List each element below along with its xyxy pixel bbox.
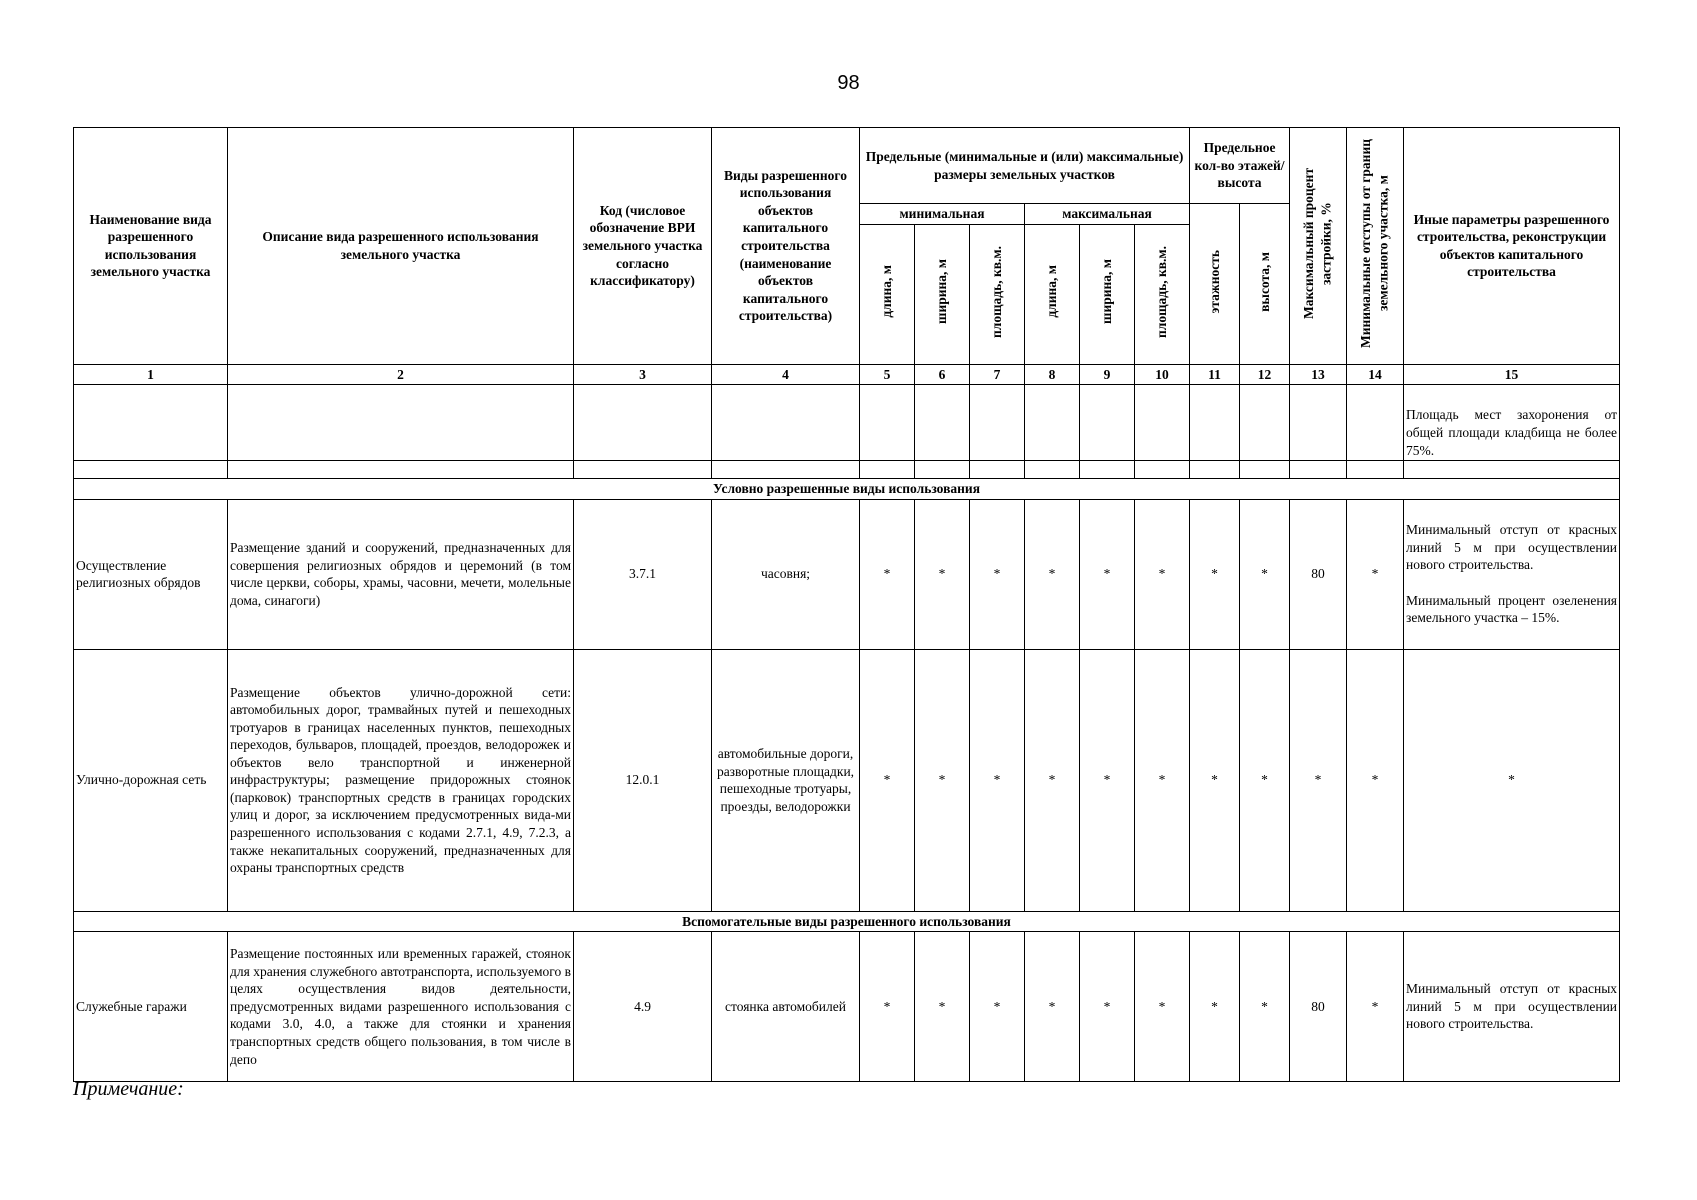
table-row bbox=[74, 499, 1620, 649]
header-col14 bbox=[1347, 128, 1404, 365]
header-limits-group: Предельные (минимальные и (или) максимальные) размеры земельных участков bbox=[860, 128, 1190, 204]
header-col9-label: ширина, м bbox=[1099, 259, 1115, 325]
row-other-param-setback: Минимальный отступ от красных линий 5 м при осуществлении нового строительства. bbox=[1406, 981, 1618, 1032]
row-other-param-setback: Минимальный отступ от красных линий 5 м при осуществлении нового строительства. bbox=[1406, 522, 1618, 573]
header-col10 bbox=[1135, 224, 1190, 364]
row-value: * bbox=[1080, 649, 1135, 911]
header-col2: Описание вида разрешенного использования земельного участка bbox=[228, 128, 574, 365]
header-col6-label: ширина, м bbox=[934, 259, 950, 325]
empty-cell bbox=[915, 385, 970, 461]
empty-cell bbox=[1290, 461, 1347, 479]
row-value: * bbox=[970, 499, 1025, 649]
header-col8-label: длина, м bbox=[1044, 265, 1060, 319]
row-value: * bbox=[1135, 932, 1190, 1082]
empty-cell bbox=[574, 385, 712, 461]
empty-cell bbox=[1080, 461, 1135, 479]
row-value: * bbox=[1025, 932, 1080, 1082]
empty-cell bbox=[1347, 385, 1404, 461]
header-col12 bbox=[1240, 204, 1290, 365]
empty-cell bbox=[1135, 385, 1190, 461]
row-setback: * bbox=[1347, 499, 1404, 649]
section-auxiliary-row bbox=[74, 911, 1620, 932]
row-value: * bbox=[1190, 499, 1240, 649]
row-value: * bbox=[860, 649, 915, 911]
column-number: 2 bbox=[228, 364, 574, 385]
row-code: 4.9 bbox=[574, 932, 712, 1082]
empty-cell bbox=[1135, 461, 1190, 479]
header-col13 bbox=[1290, 128, 1347, 365]
row-other-params bbox=[1404, 932, 1620, 1082]
row-description: Размещение постоянных или временных гаражей, стоянок для хранения служебного автотранспорта, используемого в целях осуществления видов деятельности, предусмотренных видами разрешенного использования с кодами 3.0, 4.0, а также для стоянки и хранения транспортных средств общего пользования, в том числе в депо bbox=[228, 932, 574, 1082]
row-value: * bbox=[1190, 649, 1240, 911]
empty-cell bbox=[970, 385, 1025, 461]
header-col14-label: Минимальные отступы от границ земельного участка, м bbox=[1358, 139, 1392, 349]
header-col8 bbox=[1025, 224, 1080, 364]
row-setback: * bbox=[1347, 932, 1404, 1082]
column-number: 10 bbox=[1135, 364, 1190, 385]
row-value: * bbox=[1080, 932, 1135, 1082]
row-value: * bbox=[915, 499, 970, 649]
empty-cell bbox=[1190, 461, 1240, 479]
row-other-param-greening: Минимальный процент озеленения земельного участка – 15%. bbox=[1406, 592, 1618, 626]
section-conditional-title: Условно разрешенные виды использования bbox=[74, 479, 1620, 500]
header-max-group: максимальная bbox=[1025, 204, 1190, 225]
row-build-percent: 80 bbox=[1290, 499, 1347, 649]
empty-cell bbox=[74, 385, 228, 461]
row-value: * bbox=[970, 932, 1025, 1082]
row-build-percent: 80 bbox=[1290, 932, 1347, 1082]
row-value: * bbox=[1135, 649, 1190, 911]
row-value: * bbox=[1135, 499, 1190, 649]
header-col1: Наименование вида разрешенного использования земельного участка bbox=[74, 128, 228, 365]
header-col3: Код (числовое обозначение ВРИ земельного участка согласно классификатору) bbox=[574, 128, 712, 365]
column-number: 12 bbox=[1240, 364, 1290, 385]
row-description: Размещение зданий и сооружений, предназначенных для совершения религиозных обрядов и церемоний (в том числе церкви, соборы, храмы, часовни, мечети, молельные дома, синагоги) bbox=[228, 499, 574, 649]
header-col11-label: этажность bbox=[1206, 249, 1222, 314]
row-value: * bbox=[860, 932, 915, 1082]
empty-cell bbox=[712, 385, 860, 461]
row-other-params: * bbox=[1404, 649, 1620, 911]
continued-other-params: Площадь мест захоронения от общей площади кладбища не более 75%. bbox=[1404, 385, 1620, 461]
row-description: Размещение объектов улично-дорожной сети: автомобильных дорог, трамвайных путей и пешеходных тротуаров в границах населенных пунктов, пешеходных переходов, бульваров, площадей, проездов, велодорожек и объектов вело транспортной и инженерной инфраструктуры; размещение придорожных стоянок (парковок) транспортных средств в границах городских улиц и дорог, за исключением предусмотренных вида-ми разрешенного использования с кодами 2.7.1, 4.9, 7.2.3, а также некапитальных сооружений, предназначенных для охраны транспортных средств bbox=[228, 649, 574, 911]
empty-cell bbox=[915, 461, 970, 479]
row-value: * bbox=[1190, 932, 1240, 1082]
column-number: 4 bbox=[712, 364, 860, 385]
empty-cell bbox=[74, 461, 228, 479]
column-number-row bbox=[74, 364, 1620, 385]
row-value: * bbox=[1240, 649, 1290, 911]
column-number: 8 bbox=[1025, 364, 1080, 385]
header-col13-label: Максимальный процент застройки, % bbox=[1301, 167, 1335, 320]
table-row bbox=[74, 932, 1620, 1082]
row-objects: стоянка автомобилей bbox=[712, 932, 860, 1082]
row-build-percent: * bbox=[1290, 649, 1347, 911]
empty-cell bbox=[1404, 461, 1620, 479]
column-number: 3 bbox=[574, 364, 712, 385]
header-floors-group: Предельное кол-во этажей/ высота bbox=[1190, 128, 1290, 204]
header-col11 bbox=[1190, 204, 1240, 365]
row-code: 3.7.1 bbox=[574, 499, 712, 649]
column-number: 13 bbox=[1290, 364, 1347, 385]
header-col9 bbox=[1080, 224, 1135, 364]
spacer-row bbox=[74, 461, 1620, 479]
section-conditional-row bbox=[74, 479, 1620, 500]
empty-cell bbox=[1347, 461, 1404, 479]
row-value: * bbox=[1025, 499, 1080, 649]
empty-cell bbox=[574, 461, 712, 479]
empty-cell bbox=[1025, 385, 1080, 461]
empty-cell bbox=[1240, 385, 1290, 461]
column-number: 9 bbox=[1080, 364, 1135, 385]
row-value: * bbox=[1240, 932, 1290, 1082]
empty-cell bbox=[228, 385, 574, 461]
row-value: * bbox=[915, 649, 970, 911]
zoning-regulations-table bbox=[73, 127, 1620, 1082]
row-objects: часовня; bbox=[712, 499, 860, 649]
header-min-group: минимальная bbox=[860, 204, 1025, 225]
empty-cell bbox=[1240, 461, 1290, 479]
table-note: Примечание: bbox=[73, 1078, 184, 1100]
column-number: 14 bbox=[1347, 364, 1404, 385]
row-value: * bbox=[1025, 649, 1080, 911]
row-name: Служебные гаражи bbox=[74, 932, 228, 1082]
row-value: * bbox=[1240, 499, 1290, 649]
header-col7-label: площадь, кв.м. bbox=[989, 245, 1005, 338]
header-col5 bbox=[860, 224, 915, 364]
row-value: * bbox=[1080, 499, 1135, 649]
header-col4: Виды разрешенного использования объектов капитального строительства (наименование объектов капитального строительства) bbox=[712, 128, 860, 365]
header-col6 bbox=[915, 224, 970, 364]
header-col15: Иные параметры разрешенного строительства, реконструкции объектов капитального строительства bbox=[1404, 128, 1620, 365]
row-setback: * bbox=[1347, 649, 1404, 911]
row-value: * bbox=[970, 649, 1025, 911]
column-number: 7 bbox=[970, 364, 1025, 385]
header-row-1 bbox=[74, 128, 1620, 204]
empty-cell bbox=[860, 385, 915, 461]
column-number: 11 bbox=[1190, 364, 1240, 385]
header-col10-label: площадь, кв.м. bbox=[1154, 245, 1170, 338]
header-col7 bbox=[970, 224, 1025, 364]
empty-cell bbox=[860, 461, 915, 479]
row-value: * bbox=[915, 932, 970, 1082]
section-auxiliary-title: Вспомогательные виды разрешенного использования bbox=[74, 911, 1620, 932]
empty-cell bbox=[1080, 385, 1135, 461]
empty-cell bbox=[1025, 461, 1080, 479]
table-row bbox=[74, 649, 1620, 911]
row-code: 12.0.1 bbox=[574, 649, 712, 911]
column-number: 5 bbox=[860, 364, 915, 385]
empty-cell bbox=[1190, 385, 1240, 461]
row-other-params bbox=[1404, 499, 1620, 649]
column-number: 15 bbox=[1404, 364, 1620, 385]
empty-cell bbox=[712, 461, 860, 479]
continued-row bbox=[74, 385, 1620, 461]
empty-cell bbox=[228, 461, 574, 479]
row-value: * bbox=[860, 499, 915, 649]
header-col12-label: высота, м bbox=[1256, 251, 1272, 312]
row-name: Улично-дорожная сеть bbox=[74, 649, 228, 911]
page-number: 98 bbox=[837, 72, 860, 94]
column-number: 6 bbox=[915, 364, 970, 385]
empty-cell bbox=[970, 461, 1025, 479]
row-name: Осуществление религиозных обрядов bbox=[74, 499, 228, 649]
column-number: 1 bbox=[74, 364, 228, 385]
empty-cell bbox=[1290, 385, 1347, 461]
header-col5-label: длина, м bbox=[879, 265, 895, 319]
row-objects: автомобильные дороги, разворотные площадки, пешеходные тротуары, проезды, велодорожки bbox=[712, 649, 860, 911]
